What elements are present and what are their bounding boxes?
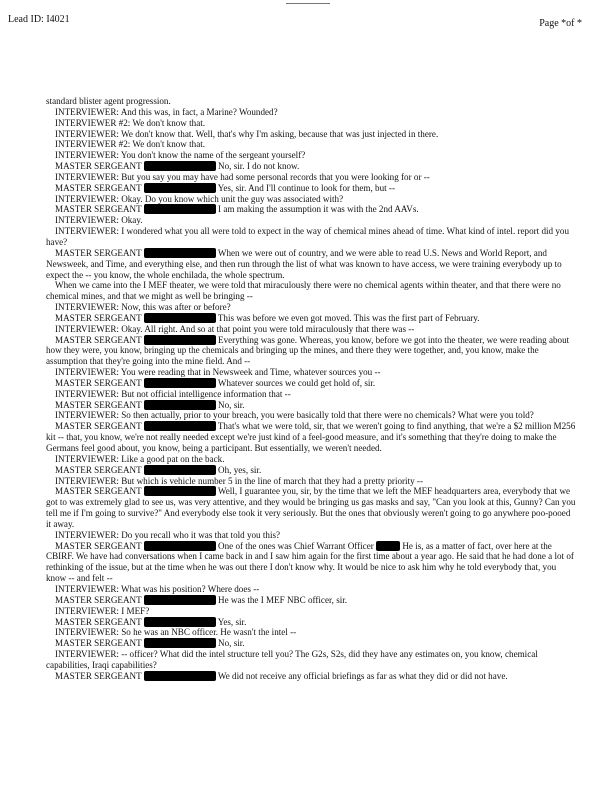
transcript-line	[46, 248, 576, 281]
transcript-text: INTERVIEWER: We don't know that. Well, that's why I'm asking, because that was just injected in there.	[55, 128, 439, 139]
transcript-text: This was before we even got moved. This was the first part of February.	[215, 312, 480, 323]
transcript-text: No, sir. I do not know.	[215, 161, 300, 172]
transcript-text: MASTER SERGEANT	[55, 638, 144, 649]
transcript-text: Whatever sources we could get hold of, sir.	[215, 377, 376, 388]
transcript-text: INTERVIEWER #2: We don't know that.	[55, 139, 206, 150]
transcript-text: INTERVIEWER: But not official intelligence information that --	[55, 388, 291, 399]
transcript-line	[46, 129, 576, 140]
redaction-block	[144, 313, 216, 323]
transcript-text: INTERVIEWER: But you say you may have had some personal records that you were looking for or --	[55, 171, 430, 182]
transcript-text: INTERVIEWER: You were reading that in Newsweek and Time, whatever sources you --	[55, 367, 381, 378]
transcript-line	[46, 118, 576, 129]
redaction-block	[144, 595, 216, 605]
transcript-text: MASTER SERGEANT	[55, 464, 144, 475]
transcript-line	[46, 302, 576, 313]
transcript-line	[46, 183, 576, 194]
transcript-text: INTERVIEWER: So then actually, prior to your breach, you were basically told that there were no chemicals? What were you told?	[55, 410, 534, 421]
transcript-text: No, sir.	[215, 399, 245, 410]
redaction-block	[144, 400, 216, 410]
transcript-text: INTERVIEWER: Okay.	[55, 215, 143, 226]
transcript-line	[46, 215, 576, 226]
transcript-text: INTERVIEWER: I wondered what you all were told to expect in the way of chemical mines ahead of time. What kind of intel. report did you have?	[46, 226, 570, 247]
transcript-line	[46, 194, 576, 205]
transcript-text: MASTER SERGEANT	[55, 247, 144, 258]
redaction-block	[144, 335, 216, 345]
transcript-line	[46, 541, 576, 584]
transcript-text: We did not receive any official briefings as far as what they did or did not have.	[215, 670, 508, 681]
redaction-block	[144, 638, 216, 648]
transcript-text: INTERVIEWER #2: We don't know that.	[55, 117, 206, 128]
transcript-text: INTERVIEWER: Okay. All right. And so at that point you were told miraculously that there was --	[55, 323, 415, 334]
transcript-line	[46, 617, 576, 628]
redaction-block	[144, 465, 216, 475]
redaction-block	[144, 248, 216, 258]
transcript-text: INTERVIEWER: And this was, in fact, a Marine? Wounded?	[55, 106, 278, 117]
transcript-line	[46, 486, 576, 529]
redaction-block	[144, 183, 216, 193]
transcript-text: MASTER SERGEANT	[55, 399, 144, 410]
transcript-line	[46, 627, 576, 638]
transcript-line	[46, 389, 576, 400]
redaction-block	[144, 161, 216, 171]
transcript-text: MASTER SERGEANT	[55, 182, 144, 193]
transcript-line	[46, 649, 576, 671]
transcript-line	[46, 324, 576, 335]
transcript-line	[46, 335, 576, 368]
transcript-text: MASTER SERGEANT	[55, 540, 144, 551]
transcript-line	[46, 161, 576, 172]
redaction-block	[144, 486, 216, 496]
transcript-text: INTERVIEWER: -- officer? What did the intel structure tell you? The G2s, S2s, did they have any estimates on, you know, chemical capabilities, Iraqi capabilities?	[46, 649, 538, 670]
transcript-text: When we were out of country, and we were able to read U.S. News and World Report, and Newsweek, and Time, and everything else, and then run through the list of what was known to have access, we were training everybody up to expect the -- you know, the whole enchilada, the whole spectrum.	[46, 247, 562, 280]
transcript-text: INTERVIEWER: But which is vehicle number 5 in the line of march that they had a pretty priority --	[55, 475, 423, 486]
transcript-line	[46, 530, 576, 541]
transcript-text: MASTER SERGEANT	[55, 616, 144, 627]
redaction-block	[144, 421, 216, 431]
transcript-line	[46, 313, 576, 324]
transcript-line	[46, 226, 576, 248]
transcript-text: INTERVIEWER: You don't know the name of the sergeant yourself?	[55, 150, 306, 161]
transcript-text: MASTER SERGEANT	[55, 377, 144, 388]
transcript-line	[46, 367, 576, 378]
redaction-block	[144, 671, 216, 681]
transcript-line	[46, 400, 576, 411]
transcript-text: One of the ones was Chief Warrant Officer	[215, 540, 377, 551]
transcript-line	[46, 204, 576, 215]
transcript-line	[46, 671, 576, 682]
transcript-line	[46, 107, 576, 118]
transcript-text: MASTER SERGEANT	[55, 421, 144, 432]
transcript-body	[46, 96, 576, 682]
transcript-line	[46, 465, 576, 476]
transcript-line	[46, 638, 576, 649]
transcript-text: MASTER SERGEANT	[55, 486, 144, 497]
transcript-line	[46, 410, 576, 421]
transcript-line	[46, 96, 576, 107]
redaction-block	[376, 541, 400, 551]
transcript-text: No, sir.	[215, 638, 245, 649]
page-number: Page *of *	[539, 18, 582, 29]
transcript-line	[46, 584, 576, 595]
transcript-text: Yes, sir. And I'll continue to look for them, but --	[215, 182, 395, 193]
transcript-line	[46, 595, 576, 606]
transcript-text: MASTER SERGEANT	[55, 204, 144, 215]
transcript-text: He is, as a matter of fact, over here at the CBIRF. We have had conversations when I came back in and I saw him again for the first time about a year ago. He said that he had done a lot of rethinking of the issue, but at the time when he was out there I don't know why. It would be nice to ask him why he told everybody that, you know -- and felt --	[46, 540, 574, 584]
transcript-text: I am making the assumption it was with the 2nd AAVs.	[215, 204, 419, 215]
transcript-text: Well, I guarantee you, sir, by the time that we left the MEF headquarters area, everybody that we got to was extremely glad to see us, was very attentive, and they would be bringing us gas masks and say, "Can you look at this, Gunny? Can you tell me if I'm going to survive?" And everybody else took it very seriously. But the ones that obviously weren't going to go anywhere poo-pooed it away.	[46, 486, 576, 529]
transcript-text: MASTER SERGEANT	[55, 670, 144, 681]
redaction-block	[144, 204, 216, 214]
transcript-text: MASTER SERGEANT	[55, 594, 144, 605]
transcript-line	[46, 150, 576, 161]
top-rule	[286, 3, 330, 4]
transcript-text: INTERVIEWER: I MEF?	[55, 605, 150, 616]
transcript-text: Everything was gone. Whereas, you know, before we got into the theater, we were reading about how they were, you know, bringing up the chemicals and bringing up the mines, and there they were together, and, you know, make the assumption that they're going into the mine field. And --	[46, 334, 570, 367]
transcript-text: INTERVIEWER: So he was an NBC officer. He wasn't the intel --	[55, 627, 297, 638]
transcript-text: That's what we were told, sir, that we weren't going to find anything, that we're a $2 million M256 kit -- that, you know, we're not really needed except we're just kind of a feel-good measure, and it's something that they're doing to make the Germans feel good about, you know, being a participant. But essentially, we weren't needed.	[46, 421, 576, 453]
transcript-line	[46, 172, 576, 183]
transcript-text: INTERVIEWER: What was his position? Where does --	[55, 583, 260, 594]
transcript-text: INTERVIEWER: Okay. Do you know which unit the guy was associated with?	[55, 193, 344, 204]
transcript-text: Oh, yes, sir.	[215, 464, 262, 475]
transcript-text: When we came into the I MEF theater, we were told that miraculously there were no chemical agents within theater, and that there were no chemical mines, and that we might as well be bringing --	[46, 280, 561, 302]
transcript-text: MASTER SERGEANT	[55, 334, 144, 345]
transcript-text: MASTER SERGEANT	[55, 161, 144, 172]
transcript-line	[46, 378, 576, 389]
transcript-text: Yes, sir.	[215, 616, 247, 627]
transcript-text: INTERVIEWER: Do you recall who it was that told you this?	[55, 529, 281, 540]
transcript-text: standard blister agent progression.	[46, 96, 171, 106]
transcript-line	[46, 454, 576, 465]
transcript-line	[46, 139, 576, 150]
redaction-block	[144, 541, 216, 551]
transcript-text: INTERVIEWER: Now, this was after or before?	[55, 302, 231, 313]
transcript-text: MASTER SERGEANT	[55, 312, 144, 323]
transcript-text: He was the I MEF NBC officer, sir.	[215, 594, 348, 605]
lead-id: Lead ID: I4021	[8, 14, 70, 25]
transcript-line	[46, 280, 576, 302]
redaction-block	[144, 617, 216, 627]
transcript-line	[46, 476, 576, 487]
transcript-line	[46, 421, 576, 454]
transcript-text: INTERVIEWER: Like a good pat on the back.	[55, 453, 225, 464]
transcript-line	[46, 606, 576, 617]
redaction-block	[144, 378, 216, 388]
